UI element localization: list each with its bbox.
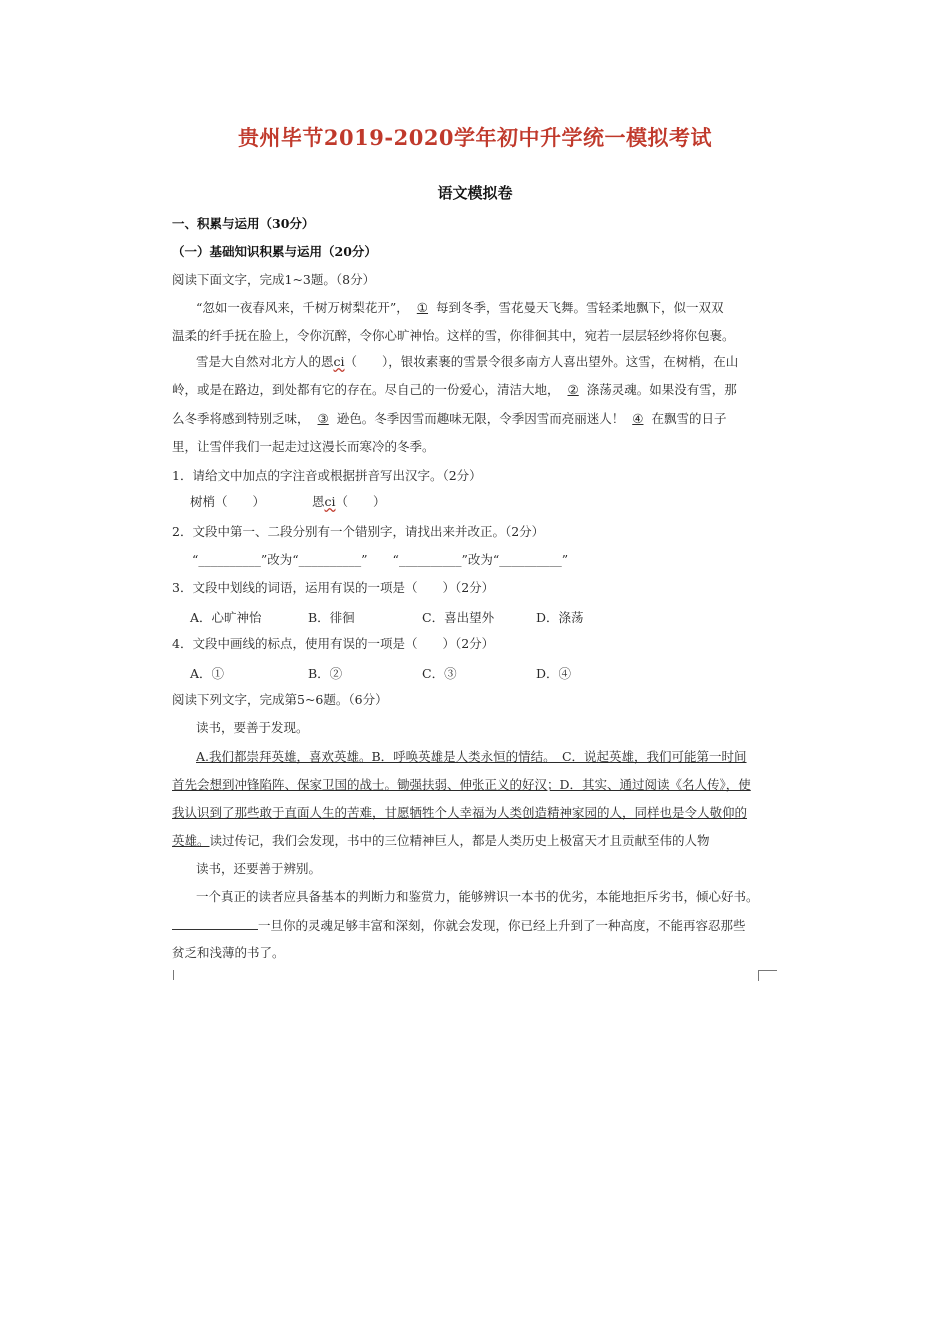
q3-option-b[interactable]: B．徘徊 bbox=[308, 610, 355, 625]
q1-item-a: 树梢（ ） bbox=[190, 494, 266, 509]
reading-instruction-2: 阅读下列文字，完成第5~6题。（6分） bbox=[172, 692, 388, 707]
fill-blank[interactable] bbox=[172, 917, 258, 930]
passage2-text: 一旦你的灵魂足够丰富和深刻，你就会发现，你已经上升到了一种高度，不能再容忍那些 bbox=[258, 918, 746, 933]
q3-option-a[interactable]: A．心旷神怡 bbox=[190, 610, 262, 625]
passage-line: 里，让雪伴我们一起走过这漫长而寒冷的冬季。 bbox=[172, 439, 435, 454]
q4-option-a[interactable]: A．① bbox=[190, 666, 225, 681]
pinyin-ci: ci bbox=[324, 494, 336, 509]
passage-text: “忽如一夜春风来，千树万树梨花开”， bbox=[196, 300, 409, 315]
passage2-line: 一个真正的读者应具备基本的判断力和鉴赏力，能够辨识一本书的优劣，本能地拒斥劣书，倾心好书。 bbox=[196, 889, 759, 904]
passage2-line: 读书，要善于发现。 bbox=[196, 720, 309, 735]
q4-option-b[interactable]: B．② bbox=[308, 666, 343, 681]
passage2-underlined-line: 我认识到了那些敢于直面人生的苦难，甘愿牺牲个人幸福为人类创造精神家园的人，同样也是令人敬仰的 bbox=[172, 805, 748, 820]
exam-subtitle: 语文模拟卷 bbox=[437, 184, 513, 202]
page-margin-mark-right bbox=[758, 970, 777, 981]
question-1: 1．请给文中加点的字注音或根据拼音写出汉字。（2分） bbox=[172, 468, 482, 483]
q1-text: （ ） bbox=[335, 494, 386, 509]
subsection-heading: （一）基础知识积累与运用（20分） bbox=[172, 244, 377, 259]
q4-option-d[interactable]: D．④ bbox=[536, 666, 572, 681]
passage2-text: 读过传记，我们会发现，书中的三位精神巨人，都是人类历史上极富天才且贡献至伟的人物 bbox=[209, 833, 710, 848]
passage-line bbox=[196, 354, 738, 370]
passage-text: 么冬季将感到特别乏味， bbox=[172, 411, 310, 426]
passage2-underlined-line: 首先会想到冲锋陷阵、保家卫国的战士。锄强扶弱、伸张正义的好汉；D．其实、通过阅读《名人传》，使 bbox=[172, 777, 751, 792]
punct-marker-1: ① bbox=[416, 300, 429, 315]
punct-marker-4: ④ bbox=[632, 411, 644, 426]
punct-marker-2: ② bbox=[567, 382, 579, 397]
question-3: 3．文段中划线的词语，运用有误的一项是（ ）（2分） bbox=[172, 580, 495, 595]
q3-option-d[interactable]: D．涤荡 bbox=[536, 610, 584, 625]
page-margin-mark-left bbox=[163, 970, 174, 980]
passage-text: 雪是大自然对北方人的恩 bbox=[196, 354, 334, 369]
punct-marker-3: ③ bbox=[317, 411, 329, 426]
q4-option-c[interactable]: C．③ bbox=[422, 666, 457, 681]
passage2-line bbox=[172, 917, 746, 934]
passage2-underlined-line: A.我们都崇拜英雄，喜欢英雄。B．呼唤英雄是人类永恒的情结。 C．说起英雄，我们可能第一时间 bbox=[196, 749, 747, 764]
question-2: 2．文段中第一、二段分别有一个错别字，请找出来并改正。（2分） bbox=[172, 524, 545, 539]
exam-title: 贵州毕节2019-2020学年初中升学统一模拟考试 bbox=[237, 125, 713, 150]
passage2-line: 读书，还要善于辨别。 bbox=[196, 861, 322, 876]
passage-line: 温柔的纤手抚在脸上，令你沉醉，令你心旷神怡。这样的雪，你徘徊其中，宛若一层层轻纱将你包裹。 bbox=[172, 328, 735, 343]
passage-text: 岭，或是在路边，到处都有它的存在。尽自己的一份爱心，清洁大地， bbox=[172, 382, 560, 397]
passage-line bbox=[196, 300, 724, 316]
passage2-underlined-text: 英雄。 bbox=[172, 833, 210, 848]
q1-text: 恩 bbox=[312, 494, 325, 509]
passage-text: 逊色。冬季因雪而趣味无限，令季因雪而亮丽迷人！ bbox=[336, 411, 625, 426]
passage-text: 每到冬季，雪花曼天飞舞。雪轻柔地飘下，似一双双 bbox=[436, 300, 724, 315]
q3-option-c[interactable]: C．喜出望外 bbox=[422, 610, 495, 625]
passage-text: 涤荡灵魂。如果没有雪，那 bbox=[586, 382, 737, 397]
q2-answer-line: “__________”改为“__________” “__________”改为“__________” bbox=[192, 552, 569, 567]
passage2-line: 贫乏和浅薄的书了。 bbox=[172, 945, 285, 960]
question-4: 4．文段中画线的标点，使用有误的一项是（ ）（2分） bbox=[172, 636, 495, 651]
q1-item-b bbox=[312, 494, 386, 510]
passage-text: 在飘雪的日子 bbox=[651, 411, 727, 426]
section-heading: 一、积累与运用（30分） bbox=[172, 216, 315, 231]
passage2-line bbox=[172, 833, 710, 849]
passage-line bbox=[172, 411, 726, 427]
passage-line bbox=[172, 382, 737, 398]
passage-text: （ ），银妆素裹的雪景令很多南方人喜出望外。这雪，在树梢，在山 bbox=[344, 354, 739, 369]
reading-instruction-1: 阅读下面文字，完成1~3题。（8分） bbox=[172, 272, 376, 287]
pinyin-ci: ci bbox=[333, 354, 345, 369]
